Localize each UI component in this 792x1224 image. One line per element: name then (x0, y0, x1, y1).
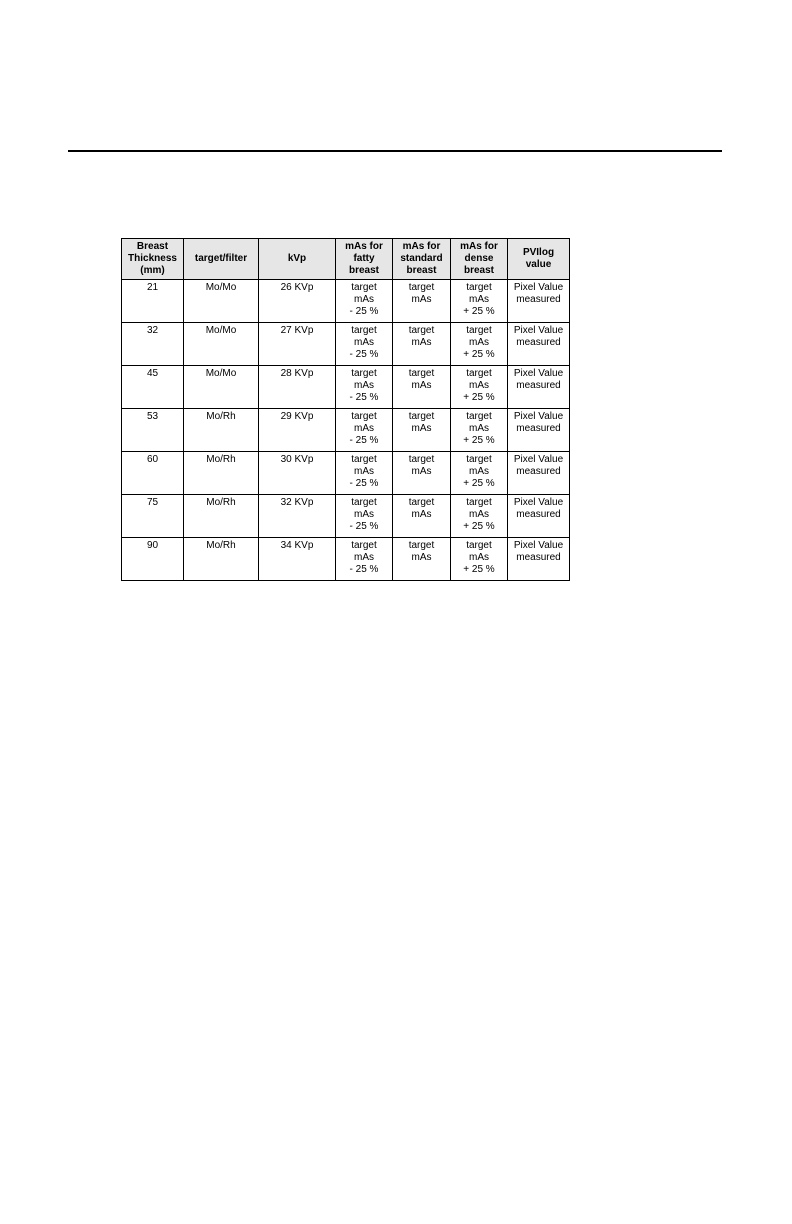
cell-mas-dense: target mAs + 25 % (451, 323, 508, 366)
cell-mas-dense: target mAs + 25 % (451, 538, 508, 581)
cell-pvilog: Pixel Value measured (508, 452, 570, 495)
table-body (122, 280, 570, 581)
cell-mas-dense: target mAs + 25 % (451, 409, 508, 452)
cell-mas-dense: target mAs + 25 % (451, 495, 508, 538)
cell-mas-dense: target mAs + 25 % (451, 280, 508, 323)
cell-pvilog: Pixel Value measured (508, 280, 570, 323)
cell-thickness: 21 (122, 280, 184, 323)
cell-target-filter: Mo/Rh (184, 452, 259, 495)
table-row (122, 366, 570, 409)
cell-kvp: 28 KVp (259, 366, 336, 409)
cell-mas-fatty: target mAs - 25 % (336, 280, 393, 323)
cell-mas-standard: target mAs (393, 538, 451, 581)
cell-kvp: 34 KVp (259, 538, 336, 581)
header-target-filter: target/filter (184, 239, 259, 280)
header-kvp: kVp (259, 239, 336, 280)
cell-thickness: 53 (122, 409, 184, 452)
cell-thickness: 60 (122, 452, 184, 495)
cell-kvp: 32 KVp (259, 495, 336, 538)
header-mas-standard: mAs for standard breast (393, 239, 451, 280)
cell-kvp: 27 KVp (259, 323, 336, 366)
cell-mas-standard: target mAs (393, 409, 451, 452)
cell-thickness: 75 (122, 495, 184, 538)
cell-target-filter: Mo/Mo (184, 280, 259, 323)
table-row (122, 280, 570, 323)
cell-mas-fatty: target mAs - 25 % (336, 495, 393, 538)
exposure-parameters-table-container (121, 238, 570, 581)
cell-thickness: 45 (122, 366, 184, 409)
cell-pvilog: Pixel Value measured (508, 538, 570, 581)
header-pvilog-value: PVIlog value (508, 239, 570, 280)
cell-pvilog: Pixel Value measured (508, 323, 570, 366)
cell-target-filter: Mo/Rh (184, 409, 259, 452)
cell-mas-dense: target mAs + 25 % (451, 452, 508, 495)
cell-mas-standard: target mAs (393, 495, 451, 538)
cell-mas-standard: target mAs (393, 366, 451, 409)
cell-target-filter: Mo/Mo (184, 366, 259, 409)
table-row (122, 538, 570, 581)
cell-kvp: 26 KVp (259, 280, 336, 323)
cell-pvilog: Pixel Value measured (508, 409, 570, 452)
cell-kvp: 30 KVp (259, 452, 336, 495)
table-header (122, 239, 570, 280)
exposure-parameters-table (121, 238, 570, 581)
cell-mas-standard: target mAs (393, 280, 451, 323)
cell-pvilog: Pixel Value measured (508, 495, 570, 538)
table-row (122, 452, 570, 495)
cell-thickness: 32 (122, 323, 184, 366)
cell-mas-standard: target mAs (393, 452, 451, 495)
cell-mas-fatty: target mAs - 25 % (336, 323, 393, 366)
cell-mas-fatty: target mAs - 25 % (336, 409, 393, 452)
header-rule (68, 150, 722, 152)
header-mas-fatty: mAs for fatty breast (336, 239, 393, 280)
cell-target-filter: Mo/Rh (184, 538, 259, 581)
cell-pvilog: Pixel Value measured (508, 366, 570, 409)
cell-mas-dense: target mAs + 25 % (451, 366, 508, 409)
cell-mas-fatty: target mAs - 25 % (336, 366, 393, 409)
cell-mas-fatty: target mAs - 25 % (336, 538, 393, 581)
cell-target-filter: Mo/Mo (184, 323, 259, 366)
header-mas-dense: mAs for dense breast (451, 239, 508, 280)
table-row (122, 495, 570, 538)
table-row (122, 409, 570, 452)
table-row (122, 323, 570, 366)
cell-thickness: 90 (122, 538, 184, 581)
header-breast-thickness: Breast Thickness (mm) (122, 239, 184, 280)
cell-kvp: 29 KVp (259, 409, 336, 452)
cell-mas-standard: target mAs (393, 323, 451, 366)
table-header-row (122, 239, 570, 280)
cell-mas-fatty: target mAs - 25 % (336, 452, 393, 495)
cell-target-filter: Mo/Rh (184, 495, 259, 538)
